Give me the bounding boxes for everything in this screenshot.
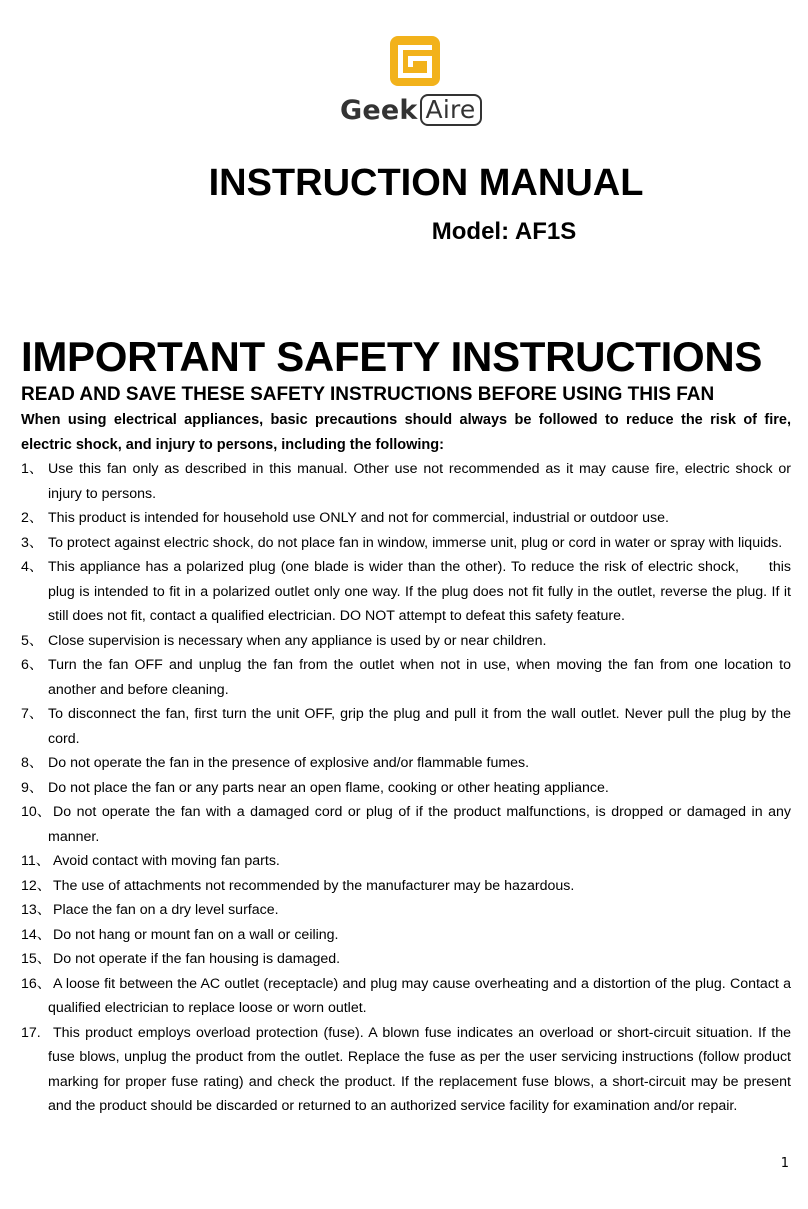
item-number: 14、 <box>21 926 51 943</box>
item-text: This product employs overload protection (fuse). A blown fuse indicates an overload or short-circuit situation. If the fuse blows, unplug the product from the outlet. Replace the fuse as per the user servicing instructions (follow product marking for proper fuse rating) and check the product. If the replacement fuse blows, a short-circuit may be present and the product should be discarded or returned to an authorized service facility for examination and/or repair. <box>48 1024 791 1114</box>
item-number: 13、 <box>21 902 51 918</box>
item-text: Turn the fan OFF and unplug the fan from the outlet when not in use, when moving the fan from one location to another and before cleaning. <box>48 657 791 698</box>
item-number: 2、 <box>21 510 44 526</box>
item-text: This product is intended for household use ONLY and not for commercial, industrial or outdoor use. <box>48 510 669 526</box>
item-number: 10、 <box>21 804 51 820</box>
list-item <box>21 457 791 506</box>
list-item <box>21 874 791 899</box>
item-text: Do not operate if the fan housing is damaged. <box>53 951 341 967</box>
safety-subheading: READ AND SAVE THESE SAFETY INSTRUCTIONS BEFORE USING THIS FAN <box>21 384 715 405</box>
manual-title: INSTRUCTION MANUAL <box>208 162 644 204</box>
list-item <box>21 751 791 776</box>
item-number: 6、 <box>21 657 44 673</box>
list-item <box>21 776 791 801</box>
item-number: 16、 <box>21 975 51 992</box>
model-line <box>0 216 808 248</box>
item-number: 9、 <box>21 779 44 796</box>
brand-logo <box>340 36 500 132</box>
item-number: 3、 <box>21 534 44 551</box>
item-number: 7、 <box>21 706 44 722</box>
list-item <box>21 898 791 923</box>
item-number: 11、 <box>21 853 50 869</box>
logo-wordmark <box>340 94 482 126</box>
list-item <box>21 531 791 556</box>
safety-heading: IMPORTANT SAFETY INSTRUCTIONS <box>21 333 763 380</box>
list-item <box>21 506 791 531</box>
logo-word-geek: Geek <box>340 94 418 126</box>
list-item <box>21 947 791 972</box>
item-number: 4、 <box>21 559 44 575</box>
item-text: The use of attachments not recommended by the manufacturer may be hazardous. <box>53 877 575 894</box>
item-number: 1、 <box>21 461 44 477</box>
logo-word-aire: Aire <box>420 94 482 126</box>
item-number: 8、 <box>21 755 44 771</box>
list-item <box>21 923 791 948</box>
item-text: This appliance has a polarized plug (one blade is wider than the other). To reduce the risk of electric shock, this plug is intended to fit in a polarized outlet only one way. If the plug does not fit fully in the outlet, reverse the plug. If it still does not fit, contact a qualified electrician. DO NOT attempt to defeat this safety feature. <box>48 559 795 624</box>
item-text: Avoid contact with moving fan parts. <box>53 853 280 869</box>
item-number: 15、 <box>21 951 51 967</box>
list-item <box>21 555 795 629</box>
page-number: 1 <box>780 1156 789 1171</box>
item-number: 12、 <box>21 877 51 894</box>
item-number: 5、 <box>21 632 44 649</box>
item-text: Do not hang or mount fan on a wall or ceiling. <box>53 926 339 943</box>
list-item <box>21 800 791 849</box>
list-item <box>21 702 791 751</box>
item-text: A loose fit between the AC outlet (receptacle) and plug may cause overheating and a distortion of the plug. Contact a qualified electrician to replace loose or worn outlet. <box>48 975 791 1016</box>
item-text: Place the fan on a dry level surface. <box>53 902 279 918</box>
item-number: 17. <box>21 1024 41 1041</box>
list-item <box>21 849 791 874</box>
geekaire-logo-icon <box>390 36 440 86</box>
model-label: Model: AF1S <box>431 218 577 245</box>
safety-list <box>21 457 795 1119</box>
list-item <box>21 629 791 654</box>
item-text: Do not place the fan or any parts near an open flame, cooking or other heating appliance. <box>48 779 609 796</box>
item-text: Close supervision is necessary when any appliance is used by or near children. <box>48 632 547 649</box>
list-item <box>21 972 791 1021</box>
item-text: Do not operate the fan with a damaged cord or plug of if the product malfunctions, is dropped or damaged in any manner. <box>48 804 791 845</box>
item-text: Do not operate the fan in the presence of explosive and/or flammable fumes. <box>48 755 530 771</box>
item-text: To disconnect the fan, first turn the unit OFF, grip the plug and pull it from the wall outlet. Never pull the plug by the cord. <box>48 706 791 747</box>
safety-intro: When using electrical appliances, basic precautions should always be followed to reduce the risk of fire, electric shock, and injury to persons, including the following: <box>21 412 791 453</box>
item-text: To protect against electric shock, do not place fan in window, immerse unit, plug or cord in water or spray with liquids. <box>48 534 783 551</box>
list-item <box>21 1021 791 1119</box>
safety-section <box>21 332 795 1119</box>
item-text: Use this fan only as described in this manual. Other use not recommended as it may cause fire, electric shock or injury to persons. <box>48 461 791 502</box>
list-item <box>21 653 791 702</box>
